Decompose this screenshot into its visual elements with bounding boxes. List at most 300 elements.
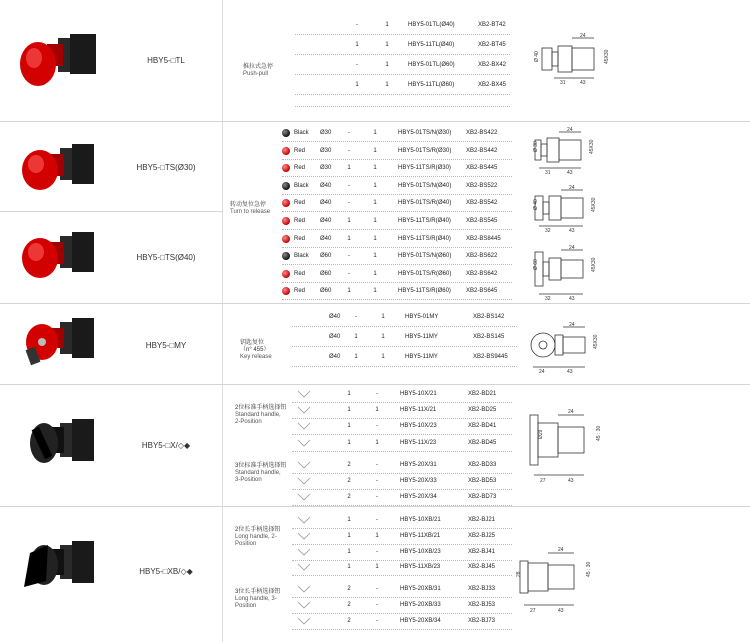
contact-nc: 1 xyxy=(373,288,377,295)
color-label: Red xyxy=(294,200,306,207)
group-2pos xyxy=(235,405,287,426)
row-divider xyxy=(292,402,512,403)
part-number: HBY5-01TS/N(Ø40) xyxy=(398,182,452,189)
dim-label: 43 xyxy=(568,478,574,484)
dimension-drawing-tl xyxy=(530,30,630,90)
reference-code: XB2-BJ21 xyxy=(468,517,496,523)
table-row xyxy=(340,404,520,417)
dimension-drawing-ts30 xyxy=(525,124,605,178)
diameter: Ø60 xyxy=(320,253,332,260)
reference-code: XB2-BD21 xyxy=(468,391,497,397)
switch-position-icon xyxy=(297,405,311,415)
table-row xyxy=(340,530,520,543)
part-number: HBY5-11TS/R(Ø60) xyxy=(398,288,451,295)
part-number: HBY5-01TS/R(Ø30) xyxy=(398,147,452,154)
reference-code: XB2-BS442 xyxy=(466,147,498,154)
model-name-ts40: HBY5-□TS(Ø40) xyxy=(136,253,196,262)
table-row xyxy=(340,491,520,504)
dim-label: 24 xyxy=(569,245,575,251)
group-3pos xyxy=(235,463,287,484)
contact-no: 1 xyxy=(347,517,351,523)
contact-nc: 1 xyxy=(385,42,389,48)
table-row xyxy=(340,459,520,472)
row-divider xyxy=(282,282,512,283)
mushroom-button-image xyxy=(0,4,110,116)
switch-position-icon xyxy=(297,421,311,431)
diameter: Ø60 xyxy=(320,288,332,295)
dim-label: 45 : 30 xyxy=(586,561,592,577)
reference-code: XB2-BD33 xyxy=(468,461,497,468)
dimension-drawing-x xyxy=(522,405,612,485)
row-divider xyxy=(295,34,510,35)
dim-label: Ø29 xyxy=(538,429,544,439)
section-my xyxy=(0,303,750,384)
dim-label: 24 xyxy=(580,33,586,39)
switch-position-icon xyxy=(297,562,311,572)
black-dot-icon xyxy=(282,129,290,137)
table-row xyxy=(330,59,520,72)
red-dot-icon xyxy=(282,270,290,278)
section-ts xyxy=(0,121,750,303)
contact-nc: 1 xyxy=(381,334,385,340)
row-divider xyxy=(282,176,512,177)
red-dot-icon xyxy=(282,235,290,243)
contact-nc: 1 xyxy=(375,564,379,571)
switch-position-icon xyxy=(297,531,311,541)
dim-label: 45 : 30 xyxy=(596,425,602,441)
row-divider xyxy=(292,326,517,327)
dim-label: 45X30 xyxy=(589,139,595,154)
dim-label: 24 xyxy=(567,127,573,133)
table-row xyxy=(327,351,527,364)
contact-no: 2 xyxy=(347,586,351,593)
part-number: HBY5-11MY xyxy=(405,354,438,360)
row-divider xyxy=(282,299,512,300)
part-number: HBY5-11MY xyxy=(405,334,438,340)
reference-code: XB2-BS645 xyxy=(466,288,498,295)
dim-label: 27 xyxy=(530,608,536,614)
part-number: HBY5-11XB/23 xyxy=(400,564,441,571)
table-row xyxy=(282,268,512,281)
description-en: Turn to release xyxy=(230,209,271,215)
diameter: Ø30 xyxy=(320,147,332,154)
red-dot-icon xyxy=(282,287,290,295)
dim-label: Ø 60 xyxy=(533,259,539,270)
part-number: HBY5-11TS/R(Ø40) xyxy=(398,235,451,242)
color-label: Black xyxy=(294,130,309,136)
part-number: HBY5-11XB/21 xyxy=(400,532,441,539)
dimension-drawing-ts60 xyxy=(525,242,605,302)
group-en: Long handle, 3-Position xyxy=(235,596,277,609)
dim-label: 24 xyxy=(558,547,564,553)
reference-code: XB2-BJ53 xyxy=(468,602,496,608)
contact-nc: 1 xyxy=(385,22,389,28)
color-label: Red xyxy=(294,235,306,242)
dim-label: Ø 30 xyxy=(533,141,539,152)
dim-label: 32 xyxy=(545,228,551,234)
diameter: Ø40 xyxy=(329,334,341,340)
contact-no: - xyxy=(348,270,350,277)
part-number: HBY5-20X/33 xyxy=(400,478,437,484)
description xyxy=(240,340,296,361)
group-cn: 2位长手柄选择钮 xyxy=(235,527,281,533)
red-dot-icon xyxy=(282,164,290,172)
contact-no: - xyxy=(348,200,350,207)
contact-nc: 1 xyxy=(385,62,389,68)
part-number: HBY5-10XB/23 xyxy=(400,548,441,555)
contact-no: 1 xyxy=(347,439,351,446)
dim-label: 24 xyxy=(569,185,575,191)
column-divider xyxy=(222,385,223,506)
dimension-drawing-my xyxy=(525,319,605,375)
table-row xyxy=(340,514,520,527)
dim-label: 45X30 xyxy=(593,334,599,349)
reference-code: XB2-BS545 xyxy=(466,218,498,224)
part-number: HBY5-20XB/31 xyxy=(400,586,441,593)
contact-no: - xyxy=(348,130,350,136)
reference-code: XB2-BD45 xyxy=(468,439,497,446)
contact-nc: 1 xyxy=(375,532,379,539)
table-row xyxy=(340,546,520,559)
row-divider xyxy=(292,629,512,630)
group-cn: 3位标准手柄选择钮 xyxy=(235,463,287,469)
part-number: HBY5-11X/23 xyxy=(400,439,437,446)
column-divider xyxy=(222,122,223,303)
reference-code: XB2-BD73 xyxy=(468,494,497,501)
reference-code: XB2-BS542 xyxy=(466,200,498,207)
contact-nc: 1 xyxy=(373,182,377,189)
row-divider xyxy=(282,194,512,195)
row-divider xyxy=(295,106,510,107)
product-photo-xb xyxy=(0,517,110,637)
row-divider xyxy=(295,54,510,55)
product-photo-my xyxy=(0,308,110,382)
contact-nc: - xyxy=(376,494,378,501)
part-number: HBY5-11TL(Ø40) xyxy=(408,42,455,48)
contact-nc: 1 xyxy=(375,439,379,446)
description xyxy=(230,202,286,216)
dim-label: 43 xyxy=(569,296,575,302)
diameter: Ø40 xyxy=(320,182,332,189)
group-en: Standard handle, 2-Position xyxy=(235,412,281,425)
contact-nc: 1 xyxy=(381,314,385,320)
dim-label: 31 xyxy=(560,80,566,86)
dim-label: 27 xyxy=(540,478,546,484)
row-divider xyxy=(295,94,510,95)
product-photo-ts-40 xyxy=(0,214,110,302)
table-row xyxy=(340,420,520,433)
row-divider xyxy=(292,575,512,576)
contact-nc: 1 xyxy=(373,270,377,277)
group-cn: 3位长手柄选择钮 xyxy=(235,589,281,595)
model-name: HBY5-□MY xyxy=(145,341,187,350)
model-name: HBY5-□XB/◇◆ xyxy=(139,567,193,576)
selector-switch-image xyxy=(0,393,110,503)
contact-no: 2 xyxy=(347,617,351,624)
contact-no: 1 xyxy=(347,407,351,414)
contact-nc: - xyxy=(376,391,378,397)
dim-label: 24 xyxy=(569,322,575,328)
table-row xyxy=(282,197,512,210)
contact-no: 1 xyxy=(354,334,358,340)
dim-label: Ø 40 xyxy=(533,199,539,210)
contact-no: 1 xyxy=(347,288,351,295)
table-row xyxy=(282,145,512,158)
table-row xyxy=(330,79,520,92)
dimension-drawing-xb xyxy=(510,541,600,617)
red-dot-icon xyxy=(282,217,290,225)
section-xb xyxy=(0,506,750,642)
part-number: HBY5-11TL(Ø60) xyxy=(408,82,455,88)
diameter: Ø40 xyxy=(329,354,341,360)
model-name: HBY5-□TL xyxy=(147,56,185,65)
contact-nc: 1 xyxy=(373,147,377,154)
row-divider xyxy=(292,489,512,490)
reference-code: XB2-BJ25 xyxy=(468,532,496,539)
reference-code: XB2-BS145 xyxy=(473,334,505,340)
diameter: Ø30 xyxy=(320,165,332,172)
image-divider xyxy=(0,211,222,212)
column-divider xyxy=(222,0,223,121)
contact-no: 2 xyxy=(347,478,351,484)
switch-position-icon xyxy=(297,389,311,399)
contact-no: 1 xyxy=(347,235,351,242)
group-3pos xyxy=(235,589,287,610)
contact-no: 1 xyxy=(347,391,351,397)
table-row xyxy=(282,162,512,175)
red-dot-icon xyxy=(282,199,290,207)
contact-no: 1 xyxy=(347,423,351,430)
row-divider xyxy=(282,141,512,142)
color-label: Red xyxy=(294,165,306,172)
table-row xyxy=(340,437,520,450)
part-number: HBY5-01MY xyxy=(405,314,439,320)
long-handle-selector-image xyxy=(0,517,110,637)
table-row xyxy=(282,180,512,193)
product-photo-ts-30 xyxy=(0,126,110,210)
diameter: Ø40 xyxy=(320,200,332,207)
group-en: Long handle, 2-Position xyxy=(235,534,277,547)
row-divider xyxy=(292,418,512,419)
reference-code: XB2-BS642 xyxy=(466,270,498,277)
part-number: HBY5-20XB/34 xyxy=(400,617,441,624)
product-photo-x xyxy=(0,393,110,503)
column-divider xyxy=(222,304,223,384)
reference-code: XB2-BD53 xyxy=(468,478,497,484)
contact-no: - xyxy=(356,22,358,28)
model-name-ts30: HBY5-□TS(Ø30) xyxy=(136,163,196,172)
row-divider xyxy=(292,434,512,435)
table-row xyxy=(282,250,512,263)
reference-code: XB2-BX42 xyxy=(478,62,507,68)
diameter: Ø60 xyxy=(320,270,332,277)
part-number: HBY5-01TL(Ø40) xyxy=(408,22,455,28)
key-button-image xyxy=(0,308,110,382)
contact-nc: - xyxy=(376,423,378,430)
table-row xyxy=(327,311,527,324)
reference-code: XB2-BS8445 xyxy=(466,235,501,242)
switch-position-icon xyxy=(297,547,311,557)
table-row xyxy=(282,285,512,298)
contact-nc: 1 xyxy=(373,253,377,260)
contact-nc: - xyxy=(376,461,378,468)
group-en: Standard handle, 3-Position xyxy=(235,470,281,483)
contact-nc: 1 xyxy=(381,354,385,360)
part-number: HBY5-01TS/R(Ø40) xyxy=(398,200,452,207)
color-label: Red xyxy=(294,288,306,295)
group-2pos xyxy=(235,527,287,548)
switch-position-icon xyxy=(297,476,311,486)
switch-position-icon xyxy=(297,438,311,448)
dim-label: 24 xyxy=(539,369,545,375)
switch-position-icon xyxy=(297,515,311,525)
reference-code: XB2-BJ73 xyxy=(468,617,496,624)
row-divider xyxy=(292,346,517,347)
dim-label: 45X30 xyxy=(591,257,597,272)
contact-nc: - xyxy=(376,517,378,523)
dim-label: 45X30 xyxy=(604,49,610,64)
table-row xyxy=(340,475,520,488)
contact-nc: 1 xyxy=(375,407,379,414)
contact-no: - xyxy=(348,147,350,154)
reference-code: XB2-BX45 xyxy=(478,82,507,88)
description xyxy=(243,64,303,78)
description-cn-code: （n° 455） xyxy=(240,347,270,353)
table-row xyxy=(340,615,520,628)
diameter: Ø40 xyxy=(320,235,332,242)
contact-no: 1 xyxy=(347,564,351,571)
row-divider xyxy=(282,247,512,248)
reference-code: XB2-BJ33 xyxy=(468,586,496,593)
part-number: HBY5-11TS/R(Ø30) xyxy=(398,165,451,172)
reference-code: XB2-BS445 xyxy=(466,165,498,172)
table-row xyxy=(340,599,520,612)
group-cn: 2位标准手柄选择钮 xyxy=(235,405,287,411)
contact-no: 1 xyxy=(355,42,359,48)
part-number: HBY5-01TL(Ø60) xyxy=(408,62,455,68)
reference-code: XB2-BD41 xyxy=(468,423,497,430)
dim-label: 43 xyxy=(580,80,586,86)
row-divider xyxy=(292,451,512,452)
part-number: HBY5-20X/31 xyxy=(400,461,437,468)
reference-code: XB2-BT42 xyxy=(478,22,506,28)
part-number: HBY5-10X/21 xyxy=(400,391,437,397)
switch-position-icon xyxy=(297,600,311,610)
part-number: HBY5-10X/23 xyxy=(400,423,437,430)
contact-no: 1 xyxy=(347,532,351,539)
reference-code: XB2-BS142 xyxy=(473,314,505,320)
dim-label: 28 xyxy=(516,571,522,577)
part-number: HBY5-01TS/N(Ø30) xyxy=(398,130,452,136)
contact-nc: - xyxy=(376,586,378,593)
red-dot-icon xyxy=(282,147,290,155)
table-row xyxy=(340,388,520,401)
description-cn: 推拉式急停 xyxy=(243,64,274,70)
table-row xyxy=(330,19,520,32)
color-label: Red xyxy=(294,147,306,154)
table-row xyxy=(282,233,512,246)
row-divider xyxy=(282,211,512,212)
dim-label: 43 xyxy=(567,170,573,176)
dim-label: 43 xyxy=(567,369,573,375)
dim-label: 43 xyxy=(558,608,564,614)
switch-position-icon xyxy=(297,584,311,594)
contact-no: 2 xyxy=(347,602,351,608)
diameter: Ø40 xyxy=(329,314,341,320)
table-row xyxy=(327,331,527,344)
row-divider xyxy=(295,74,510,75)
row-divider xyxy=(282,264,512,265)
description-en: Push-pull xyxy=(243,71,269,77)
column-divider xyxy=(222,507,223,642)
part-number: HBY5-20XB/33 xyxy=(400,602,441,608)
mushroom-button-image xyxy=(0,214,110,302)
table-row xyxy=(282,127,512,140)
dim-label: 24 xyxy=(568,409,574,415)
reference-code: XB2-BS522 xyxy=(466,182,498,189)
reference-code: XB2-BJ45 xyxy=(468,564,496,571)
dim-label: Ø 40 xyxy=(534,51,540,62)
color-label: Red xyxy=(294,218,306,224)
color-label: Red xyxy=(294,270,306,277)
contact-no: 1 xyxy=(347,548,351,555)
contact-no: 1 xyxy=(347,165,351,172)
part-number: HBY5-11TS/R(Ø40) xyxy=(398,218,451,224)
part-number: HBY5-01TS/R(Ø60) xyxy=(398,270,452,277)
contact-no: 2 xyxy=(347,461,351,468)
contact-no: 1 xyxy=(355,82,359,88)
contact-nc: - xyxy=(376,478,378,484)
contact-no: - xyxy=(348,253,350,260)
contact-nc: - xyxy=(376,617,378,624)
diameter: Ø30 xyxy=(320,130,332,136)
row-divider xyxy=(292,473,512,474)
contact-no: 2 xyxy=(347,494,351,501)
contact-no: - xyxy=(355,314,357,320)
part-number: HBY5-11X/21 xyxy=(400,407,437,414)
black-dot-icon xyxy=(282,252,290,260)
reference-code: XB2-BS622 xyxy=(466,253,498,260)
color-label: Black xyxy=(294,253,309,260)
row-divider xyxy=(282,159,512,160)
mushroom-button-image xyxy=(0,126,110,210)
model-name: HBY5-□X/◇◆ xyxy=(141,441,191,450)
reference-code: XB2-BD25 xyxy=(468,407,497,414)
reference-code: XB2-BS422 xyxy=(466,130,498,136)
row-divider xyxy=(292,366,517,367)
contact-nc: 1 xyxy=(373,130,377,136)
product-photo-tl xyxy=(0,4,110,116)
switch-position-icon xyxy=(297,460,311,470)
switch-position-icon xyxy=(297,492,311,502)
contact-nc: 1 xyxy=(373,165,377,172)
part-number: HBY5-10XB/21 xyxy=(400,517,441,523)
reference-code: XB2-BS9445 xyxy=(473,354,508,360)
dim-label: 32 xyxy=(545,296,551,302)
part-number: HBY5-01TS/N(Ø60) xyxy=(398,253,452,260)
contact-no: 1 xyxy=(347,218,351,224)
description-cn: 转动复位急停 xyxy=(230,202,267,208)
contact-no: - xyxy=(356,62,358,68)
color-label: Black xyxy=(294,182,309,189)
contact-nc: - xyxy=(376,602,378,608)
table-row xyxy=(330,39,520,52)
dim-label: 31 xyxy=(545,170,551,176)
dim-label: 43 xyxy=(569,228,575,234)
contact-nc: - xyxy=(376,548,378,555)
part-number: HBY5-20X/34 xyxy=(400,494,437,501)
section-x xyxy=(0,384,750,506)
